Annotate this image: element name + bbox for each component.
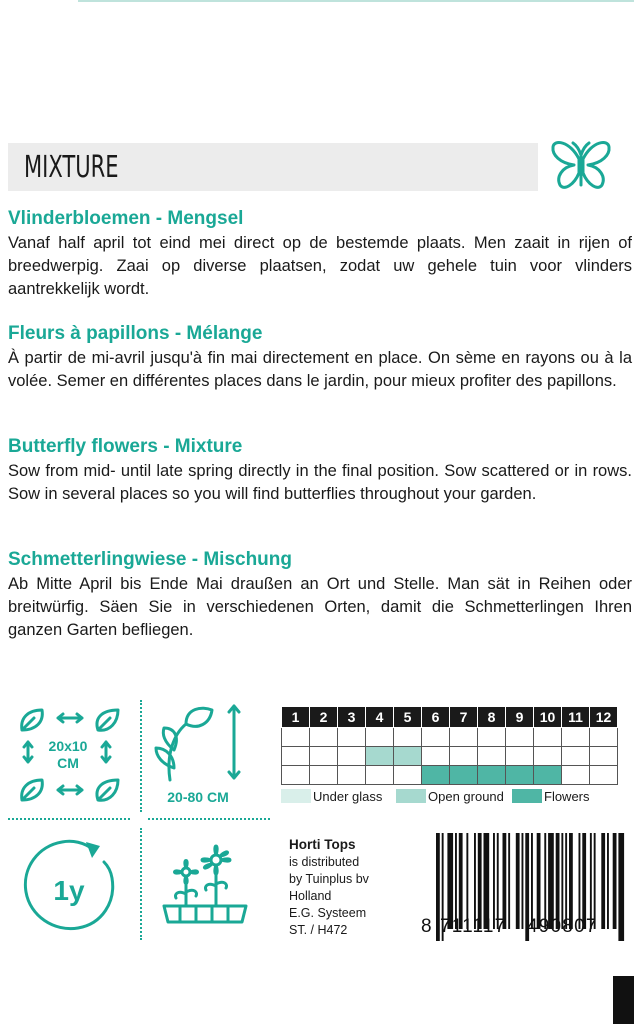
barcode-bar: [607, 833, 609, 929]
leaf-icon: [97, 710, 118, 730]
barcode-group-1: 711117: [440, 916, 507, 937]
legend-swatch: [396, 789, 426, 803]
arrow-vertical-icon: [102, 742, 110, 762]
month-8: 8: [478, 707, 506, 728]
month-6: 6: [422, 707, 450, 728]
barcode-bar: [556, 833, 560, 929]
flower-icon: [175, 861, 198, 907]
lifecycle-label: 1y: [53, 875, 85, 906]
barcode-bar: [594, 833, 596, 929]
month-5: 5: [394, 707, 422, 728]
month-1: 1: [282, 707, 310, 728]
section-german: [8, 549, 632, 642]
legend-label: Under glass: [313, 789, 383, 804]
section-english: [8, 436, 632, 506]
distributor-info: [289, 836, 419, 939]
section-title: Butterfly flowers - Mixture: [8, 436, 243, 457]
barcode-bar: [466, 833, 468, 929]
flowers-cell: [422, 766, 450, 785]
open-ground-cell: [394, 747, 422, 766]
barcode-bar: [537, 833, 541, 929]
flowers-cell: [450, 766, 478, 785]
divider: [140, 700, 142, 812]
black-bar: [613, 976, 634, 1024]
under-glass-row: [282, 728, 618, 747]
tray: [164, 906, 246, 922]
barcode-bar: [618, 833, 624, 941]
barcode-bar: [455, 833, 457, 929]
section-body: Vanaf half april tot eind mei direct op de bestemde plaats. Men zaait in rijen of breedwerpig. Zaai op diverse plaatsen, zodat uw gehele tuin voor vlinders aantrekkelijk wordt.: [8, 234, 632, 298]
arrow-vertical-icon: [24, 742, 32, 762]
barcode-bar: [522, 833, 524, 929]
leaf-icon: [22, 710, 43, 730]
distributor-line: is distributed: [289, 855, 360, 869]
sowing-calendar: [281, 706, 618, 785]
legend-label: Open ground: [428, 789, 504, 804]
month-11: 11: [562, 707, 590, 728]
header-title: MIXTURE: [24, 150, 119, 185]
barcode-bar: [582, 833, 586, 929]
open-ground-cell: [366, 747, 394, 766]
legend-swatch: [281, 789, 311, 803]
month-4: 4: [366, 707, 394, 728]
distributor-line: Holland: [289, 889, 332, 903]
barcode-bar: [474, 833, 476, 929]
distributor-brand: Horti Tops: [289, 837, 356, 852]
open-ground-row: [282, 747, 618, 766]
section-title: Schmetterlingwiese - Mischung: [8, 549, 292, 570]
barcode-bar: [590, 833, 592, 929]
section-body: À partir de mi-avril jusqu'à fin mai directement en place. On sème en rayons ou à la volée. Semer en différentes places dans le jardin, pour mieux profiter des papillons.: [8, 349, 632, 390]
flowers-cell: [506, 766, 534, 785]
divider: [148, 818, 270, 820]
month-7: 7: [450, 707, 478, 728]
barcode-bar: [565, 833, 567, 929]
flowers-cell: [534, 766, 562, 785]
barcode-bar: [601, 833, 605, 929]
butterfly-icon: [548, 133, 614, 199]
legend-label: Flowers: [544, 789, 590, 804]
barcode-bar: [531, 833, 533, 929]
barcode-bar: [579, 833, 581, 929]
section-title: Vlinderbloemen - Mengsel: [8, 208, 244, 229]
flower-icon: [202, 846, 230, 906]
barcode-bar: [569, 833, 573, 929]
barcode-bar: [478, 833, 482, 929]
height-value: 20-80 CM: [167, 789, 229, 805]
flowers-cell: [478, 766, 506, 785]
height-icon: [150, 704, 270, 808]
spacing-value: 20x10: [48, 738, 88, 754]
annual-cycle-icon: [14, 834, 132, 938]
barcode-group-2: 490807: [527, 916, 598, 937]
distributor-line: ST. / H472: [289, 923, 348, 937]
barcode-bar: [497, 833, 499, 929]
calendar-months-row: [282, 707, 618, 728]
barcode-bar: [613, 833, 617, 929]
barcode-first-digit: 8: [421, 916, 433, 937]
leaf-icon: [22, 780, 43, 800]
section-body: Sow from mid- until late spring directly in the final position. Sow scattered or in rows. Sow in several places so you will find butterflies throughout your garden.: [8, 462, 632, 503]
spacing-icon: [14, 704, 132, 808]
arrow-horizontal-icon: [58, 714, 82, 722]
section-title: Fleurs à papillons - Mélange: [8, 323, 263, 344]
divider: [140, 828, 142, 940]
barcode-bar: [484, 833, 490, 929]
flower-tray-icon: [150, 834, 270, 938]
leaf-icon: [97, 780, 118, 800]
month-3: 3: [338, 707, 366, 728]
arrow-horizontal-icon: [58, 786, 82, 794]
divider: [8, 818, 130, 820]
distributor-line: by Tuinplus bv: [289, 872, 369, 886]
barcode-bar: [516, 833, 520, 929]
barcode-bar: [493, 833, 495, 929]
section-body: Ab Mitte April bis Ende Mai draußen an Ort und Stelle. Man sät in Reihen oder breitwürfig. Säen Sie in verschiedenen Orten, damit die Schmetterlingen Ihren ganzen Garten befliegen.: [8, 575, 632, 639]
flowers-row: [282, 766, 618, 785]
barcode-bar: [447, 833, 453, 929]
top-rule: [78, 0, 634, 2]
legend-swatch: [512, 789, 542, 803]
arrow-vertical-icon: [229, 706, 239, 778]
barcode-bar: [561, 833, 563, 929]
barcode-bar: [503, 833, 507, 929]
month-2: 2: [310, 707, 338, 728]
month-9: 9: [506, 707, 534, 728]
section-dutch: [8, 208, 632, 301]
barcode-bar: [508, 833, 510, 929]
section-french: [8, 323, 632, 393]
distributor-line: E.G. Systeem: [289, 906, 367, 920]
spacing-unit: CM: [57, 755, 79, 771]
barcode-bar: [548, 833, 554, 929]
month-12: 12: [590, 707, 618, 728]
barcode-bar: [544, 833, 546, 929]
barcode-bar: [459, 833, 463, 929]
month-10: 10: [534, 707, 562, 728]
